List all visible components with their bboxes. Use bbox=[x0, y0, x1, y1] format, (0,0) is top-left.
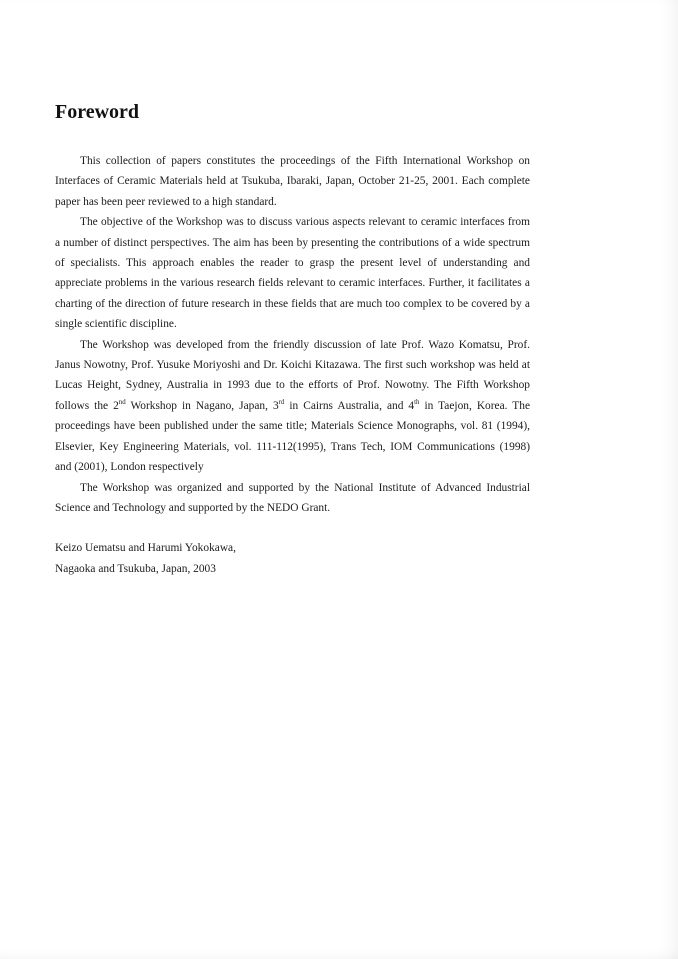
signature-authors: Keizo Uematsu and Harumi Yokokawa, bbox=[55, 542, 236, 555]
signature-place-date: Nagaoka and Tsukuba, Japan, 2003 bbox=[55, 562, 216, 575]
paragraph-3 bbox=[55, 335, 530, 478]
signature-block bbox=[55, 538, 530, 579]
ordinal-suffix-4th: th bbox=[414, 399, 420, 407]
paragraph-2: The objective of the Workshop was to discuss various aspects relevant to ceramic interfaces from a number of distinct perspectives. The aim has been by presenting the contributions of a wide spectrum of specialists. This approach enables the reader to grasp the present level of understanding and appreciate problems in the various research fields relevant to ceramic interfaces. Further, it facilitates a charting of the direction of future research in these fields that are much too complex to be covered by a single scientific discipline. bbox=[55, 216, 530, 331]
paragraph-3-part-1: The Workshop was developed from the friendly discussion of late Prof. Wazo Komatsu, Prof. Janus Nowotny, Prof. Yusuke Moriyoshi and Dr. Koichi Kitazawa. The first such workshop was held at Lucas Height, Sydney, Australia in 1993 due to the efforts of Prof. Nowotny. The Fifth Workshop follows the 2 bbox=[55, 338, 530, 412]
paragraph-3-part-2: Workshop in Nagano, Japan, 3 bbox=[125, 399, 279, 412]
paragraph-1: This collection of papers constitutes the proceedings of the Fifth International Workshop on Interfaces of Ceramic Materials held at Tsukuba, Ibaraki, Japan, October 21-25, 2001. Each complete paper has been peer reviewed to a high standard. bbox=[55, 155, 530, 208]
ordinal-suffix-3rd: rd bbox=[278, 399, 285, 407]
paragraph-3-part-4: in Taejon, Korea. The proceedings have been published under the same title; Materials Science Monographs, vol. 81 (1994), Elsevier, Key Engineering Materials, vol. 111-112(1995), Trans Tech, IOM Communications (1998) and (2001), London respectively bbox=[55, 399, 531, 474]
paragraph-3-part-3: in Cairns Australia, and 4 bbox=[284, 399, 415, 412]
page-title: Foreword bbox=[55, 101, 140, 123]
ordinal-suffix-2nd: nd bbox=[118, 399, 126, 407]
foreword-content bbox=[55, 100, 530, 579]
paragraph-4: The Workshop was organized and supported by the National Institute of Advanced Industrial Science and Technology and supported by the NEDO Grant. bbox=[55, 481, 530, 514]
